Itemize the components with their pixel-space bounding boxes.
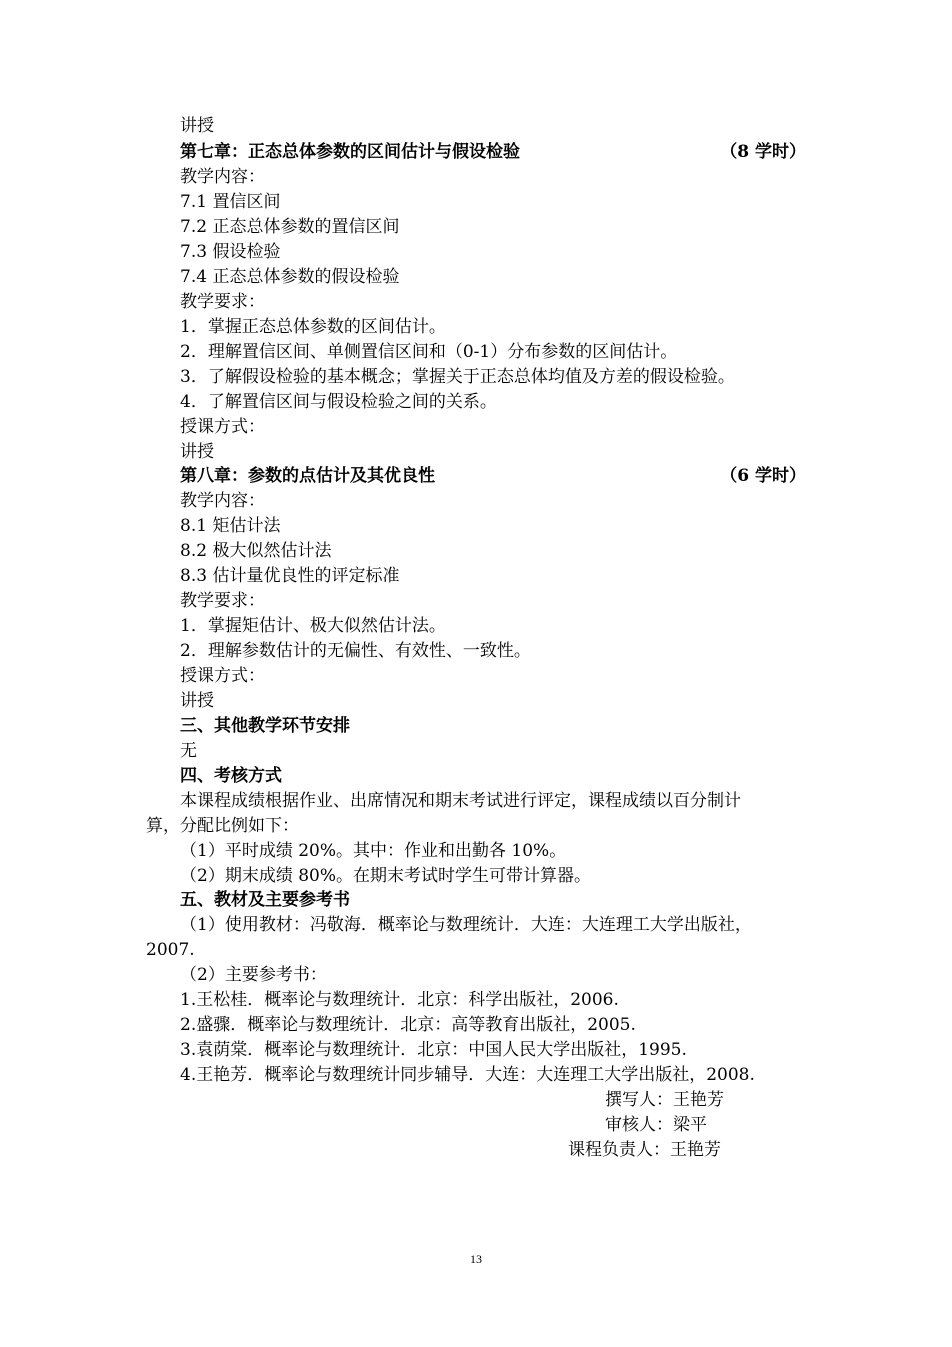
ch7-method-label: 授课方式： bbox=[180, 417, 265, 437]
ch8-req-item: 1．掌握矩估计、极大似然估计法。 bbox=[180, 616, 446, 636]
sec3-text: 无 bbox=[180, 741, 197, 761]
ch8-heading bbox=[180, 464, 820, 488]
ch7-hours: （8 学时） bbox=[720, 142, 806, 162]
ch7-method: 讲授 bbox=[180, 442, 214, 462]
sec5-textbook-line1: （1）使用教材：冯敬海．概率论与数理统计．大连：大连理工大学出版社， bbox=[180, 915, 752, 935]
ch8-title: 第八章：参数的点估计及其优良性 bbox=[180, 466, 435, 486]
sec5-ref-item: 2.盛骤．概率论与数理统计．北京：高等教育出版社，2005. bbox=[180, 1015, 636, 1035]
sec5-ref-item: 3.袁荫棠．概率论与数理统计．北京：中国人民大学出版社，1995. bbox=[180, 1040, 687, 1060]
ch8-req-label: 教学要求： bbox=[180, 591, 265, 611]
ch7-content-item: 7.2 正态总体参数的置信区间 bbox=[180, 217, 400, 237]
sec4-paragraph-line1: 本课程成绩根据作业、出席情况和期末考试进行评定，课程成绩以百分制计 bbox=[180, 791, 741, 811]
sec5-refs-label: （2）主要参考书： bbox=[180, 965, 327, 985]
ch7-pre-method: 讲授 bbox=[180, 116, 214, 136]
ch8-content-item: 8.3 估计量优良性的评定标准 bbox=[180, 566, 400, 586]
ch8-content-label: 教学内容： bbox=[180, 491, 265, 511]
ch7-content-label: 教学内容： bbox=[180, 167, 265, 187]
sec4-item: （2）期末成绩 80%。在期末考试时学生可带计算器。 bbox=[180, 866, 592, 886]
ch7-content-item: 7.3 假设检验 bbox=[180, 242, 281, 262]
signature-leader: 课程负责人：王艳芳 bbox=[568, 1140, 721, 1160]
sec5-textbook-line2: 2007. bbox=[146, 940, 195, 960]
sec4-title: 四、考核方式 bbox=[180, 766, 282, 786]
sec5-ref-item: 1.王松桂．概率论与数理统计．北京：科学出版社，2006. bbox=[180, 990, 619, 1010]
ch7-heading bbox=[180, 140, 820, 164]
ch8-content-item: 8.2 极大似然估计法 bbox=[180, 541, 332, 561]
sec3-title: 三、其他教学环节安排 bbox=[180, 716, 350, 736]
sec5-ref-item: 4.王艳芳．概率论与数理统计同步辅导．大连：大连理工大学出版社，2008. bbox=[180, 1065, 755, 1085]
ch8-method: 讲授 bbox=[180, 691, 214, 711]
sec4-paragraph-line2: 算，分配比例如下： bbox=[146, 816, 299, 836]
sec4-item: （1）平时成绩 20%。其中：作业和出勤各 10%。 bbox=[180, 841, 567, 861]
ch8-req-item: 2．理解参数估计的无偏性、有效性、一致性。 bbox=[180, 641, 531, 661]
signature-writer: 撰写人：王艳芳 bbox=[605, 1090, 724, 1110]
sec5-title: 五、教材及主要参考书 bbox=[180, 890, 350, 910]
ch7-title: 第七章：正态总体参数的区间估计与假设检验 bbox=[180, 142, 520, 162]
ch7-req-item: 4．了解置信区间与假设检验之间的关系。 bbox=[180, 392, 497, 412]
ch7-req-item: 2．理解置信区间、单侧置信区间和（0-1）分布参数的区间估计。 bbox=[180, 342, 678, 362]
signature-reviewer: 审核人：梁平 bbox=[605, 1115, 707, 1135]
ch7-req-item: 3．了解假设检验的基本概念；掌握关于正态总体均值及方差的假设检验。 bbox=[180, 367, 735, 387]
page-number: 13 bbox=[470, 1252, 482, 1266]
ch8-method-label: 授课方式： bbox=[180, 666, 265, 686]
ch7-req-item: 1．掌握正态总体参数的区间估计。 bbox=[180, 317, 446, 337]
ch7-content-item: 7.4 正态总体参数的假设检验 bbox=[180, 267, 400, 287]
ch7-req-label: 教学要求： bbox=[180, 292, 265, 312]
ch7-content-item: 7.1 置信区间 bbox=[180, 192, 281, 212]
ch8-hours: （6 学时） bbox=[720, 466, 806, 486]
ch8-content-item: 8.1 矩估计法 bbox=[180, 516, 281, 536]
